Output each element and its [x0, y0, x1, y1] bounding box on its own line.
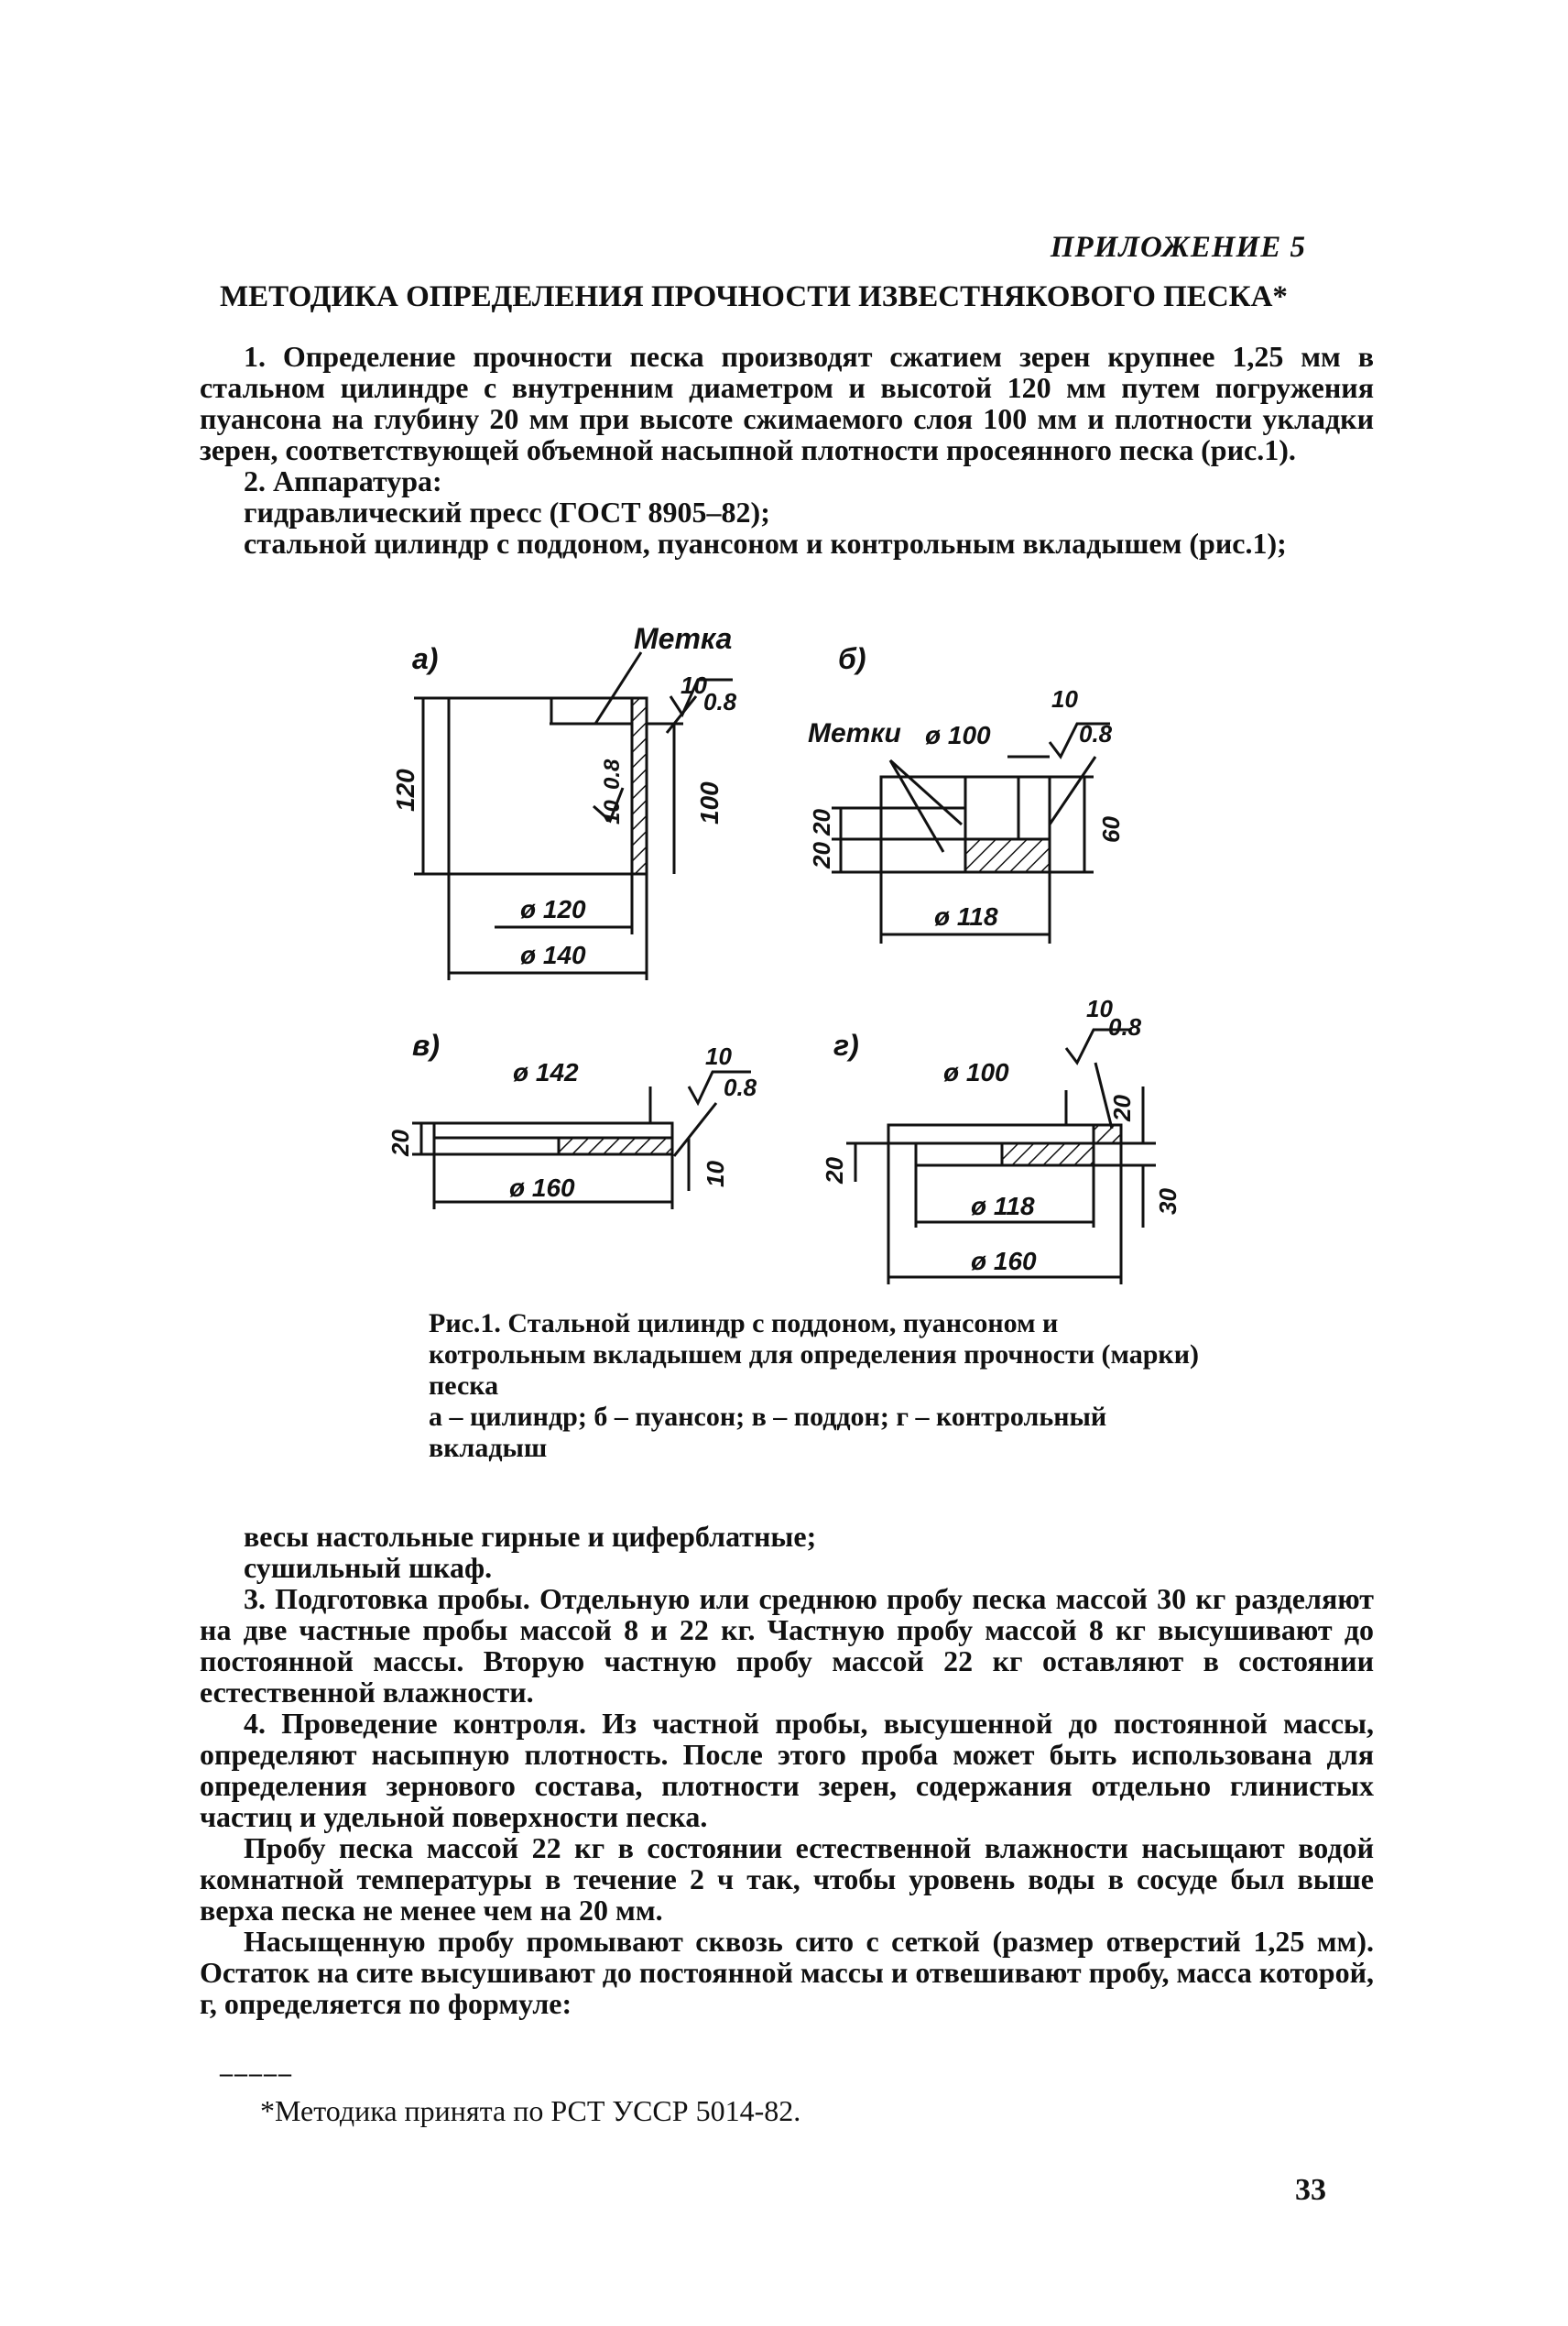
section-procedure: [200, 1521, 1374, 2019]
rough-val-a: 0.8: [703, 688, 737, 715]
paragraph-10: Насыщенную пробу промывают сквозь сито с сеткой (размер отверстий 1,25 мм). Остаток на сите высушивают до постоянной массы и отвешивают пробу, масса которой, г, определяется по формуле:: [200, 1925, 1374, 2020]
dim-30: 30: [1154, 1188, 1181, 1215]
rough-num-a: 10: [681, 672, 707, 699]
caption-legend: а – цилиндр; б – пуансон; в – поддон; г – контрольный вкладыш: [429, 1402, 1107, 1463]
dia-120: ø 120: [520, 895, 586, 923]
label-v: в): [412, 1029, 440, 1062]
caption-title: Рис.1. Стальной цилиндр с поддоном, пуансоном и котрольным вкладышем для определения прочности (марки) песка: [429, 1308, 1199, 1401]
paragraph-8: 4. Проведение контроля. Из частной пробы, высушенной до постоянной массы, определяют насыпную плотность. После этого проба может быть использована для определения зернового состава, плотности зерен, содержания отдельно глинистых частиц и удельной поверхности песка.: [200, 1707, 1374, 1833]
paragraph-3: гидравлический пресс (ГОСТ 8905–82);: [244, 496, 770, 529]
rough-val-b: 0.8: [1079, 720, 1113, 748]
dia-100: ø 100: [925, 721, 991, 749]
dia-100-g: ø 100: [943, 1058, 1009, 1087]
dim-20-g-left: 20: [821, 1157, 848, 1184]
dim-20-g-right: 20: [1108, 1095, 1136, 1121]
paragraph-4: стальной цилиндр с поддоном, пуансоном и контрольным вкладышем (рис.1);: [244, 527, 1287, 560]
tray-drawing: [412, 1072, 751, 1209]
paragraph-7: 3. Подготовка пробы. Отдельную или среднюю пробу песка массой 30 кг разделяют на две частные пробы массой 8 и 22 кг. Частную пробу массой 8 кг высушивают до постоянной массы. Вторую частную пробу массой 22 кг оставляют в состоянии естественной влажности.: [200, 1582, 1374, 1709]
cylinder-drawing: [414, 652, 733, 980]
dia-160-v: ø 160: [509, 1174, 575, 1202]
rough-num-v: 10: [705, 1043, 732, 1070]
rough-num-a2: 10: [600, 800, 625, 824]
appendix-label: ПРИЛОЖЕНИЕ 5: [1050, 231, 1306, 264]
paragraph-2: 2. Аппаратура:: [244, 464, 442, 497]
paragraph-1: 1. Определение прочности песка производят сжатием зерен крупнее 1,25 мм в стальном цилиндре с внутренним диаметром и высотой 120 мм путем погружения пуансона на глубину 20 мм при высоте сжимаемого слоя 100 мм и плотности укладки зерен, соответствующей объемной насыпной плотности просеянного песка (рис.1).: [200, 340, 1374, 466]
page-title: МЕТОДИКА ОПРЕДЕЛЕНИЯ ПРОЧНОСТИ ИЗВЕСТНЯКОВОГО ПЕСКА*: [220, 280, 1288, 313]
label-b: б): [838, 642, 866, 675]
label-g: г): [833, 1029, 859, 1062]
dim-20-v: 20: [387, 1130, 414, 1156]
rough-val-g: 0.8: [1108, 1013, 1142, 1041]
dim-20-b2: 20: [808, 842, 835, 868]
label-a: а): [412, 642, 439, 675]
dia-142: ø 142: [513, 1058, 579, 1087]
dia-140: ø 140: [520, 941, 586, 969]
rough-val-v: 0.8: [724, 1074, 757, 1101]
dim-60: 60: [1097, 816, 1125, 843]
dim-10-v: 10: [702, 1161, 729, 1187]
dim-120-vertical: 120: [391, 769, 419, 812]
rough-num-b: 10: [1051, 685, 1078, 713]
rough-val-a2: 0.8: [600, 759, 625, 790]
dia-160-g: ø 160: [971, 1247, 1037, 1275]
dim-20-b1: 20: [808, 809, 835, 835]
figure-caption: [429, 1308, 1207, 1464]
label-metka: Метка: [634, 622, 733, 655]
footnote-rule: –––––: [220, 2059, 293, 2088]
paragraph-9: Пробу песка массой 22 кг в состоянии естественной влажности насыщают водой комнатной температуры в течение 2 ч так, чтобы уровень воды в сосуде был выше верха песка не менее чем на 20 мм.: [200, 1831, 1374, 1927]
rough-num-g: 10: [1086, 995, 1113, 1022]
label-metki: Метки: [808, 718, 901, 748]
paragraph-5: весы настольные гирные и циферблатные;: [244, 1520, 817, 1553]
paragraph-6: сушильный шкаф.: [244, 1551, 493, 1584]
dia-118-g: ø 118: [971, 1192, 1035, 1220]
footnote: *Методика принята по РСТ УССР 5014-82.: [260, 2094, 801, 2127]
page-number: 33: [1295, 2173, 1326, 2207]
dia-118-b: ø 118: [934, 902, 998, 931]
dim-100-vertical: 100: [695, 781, 724, 824]
